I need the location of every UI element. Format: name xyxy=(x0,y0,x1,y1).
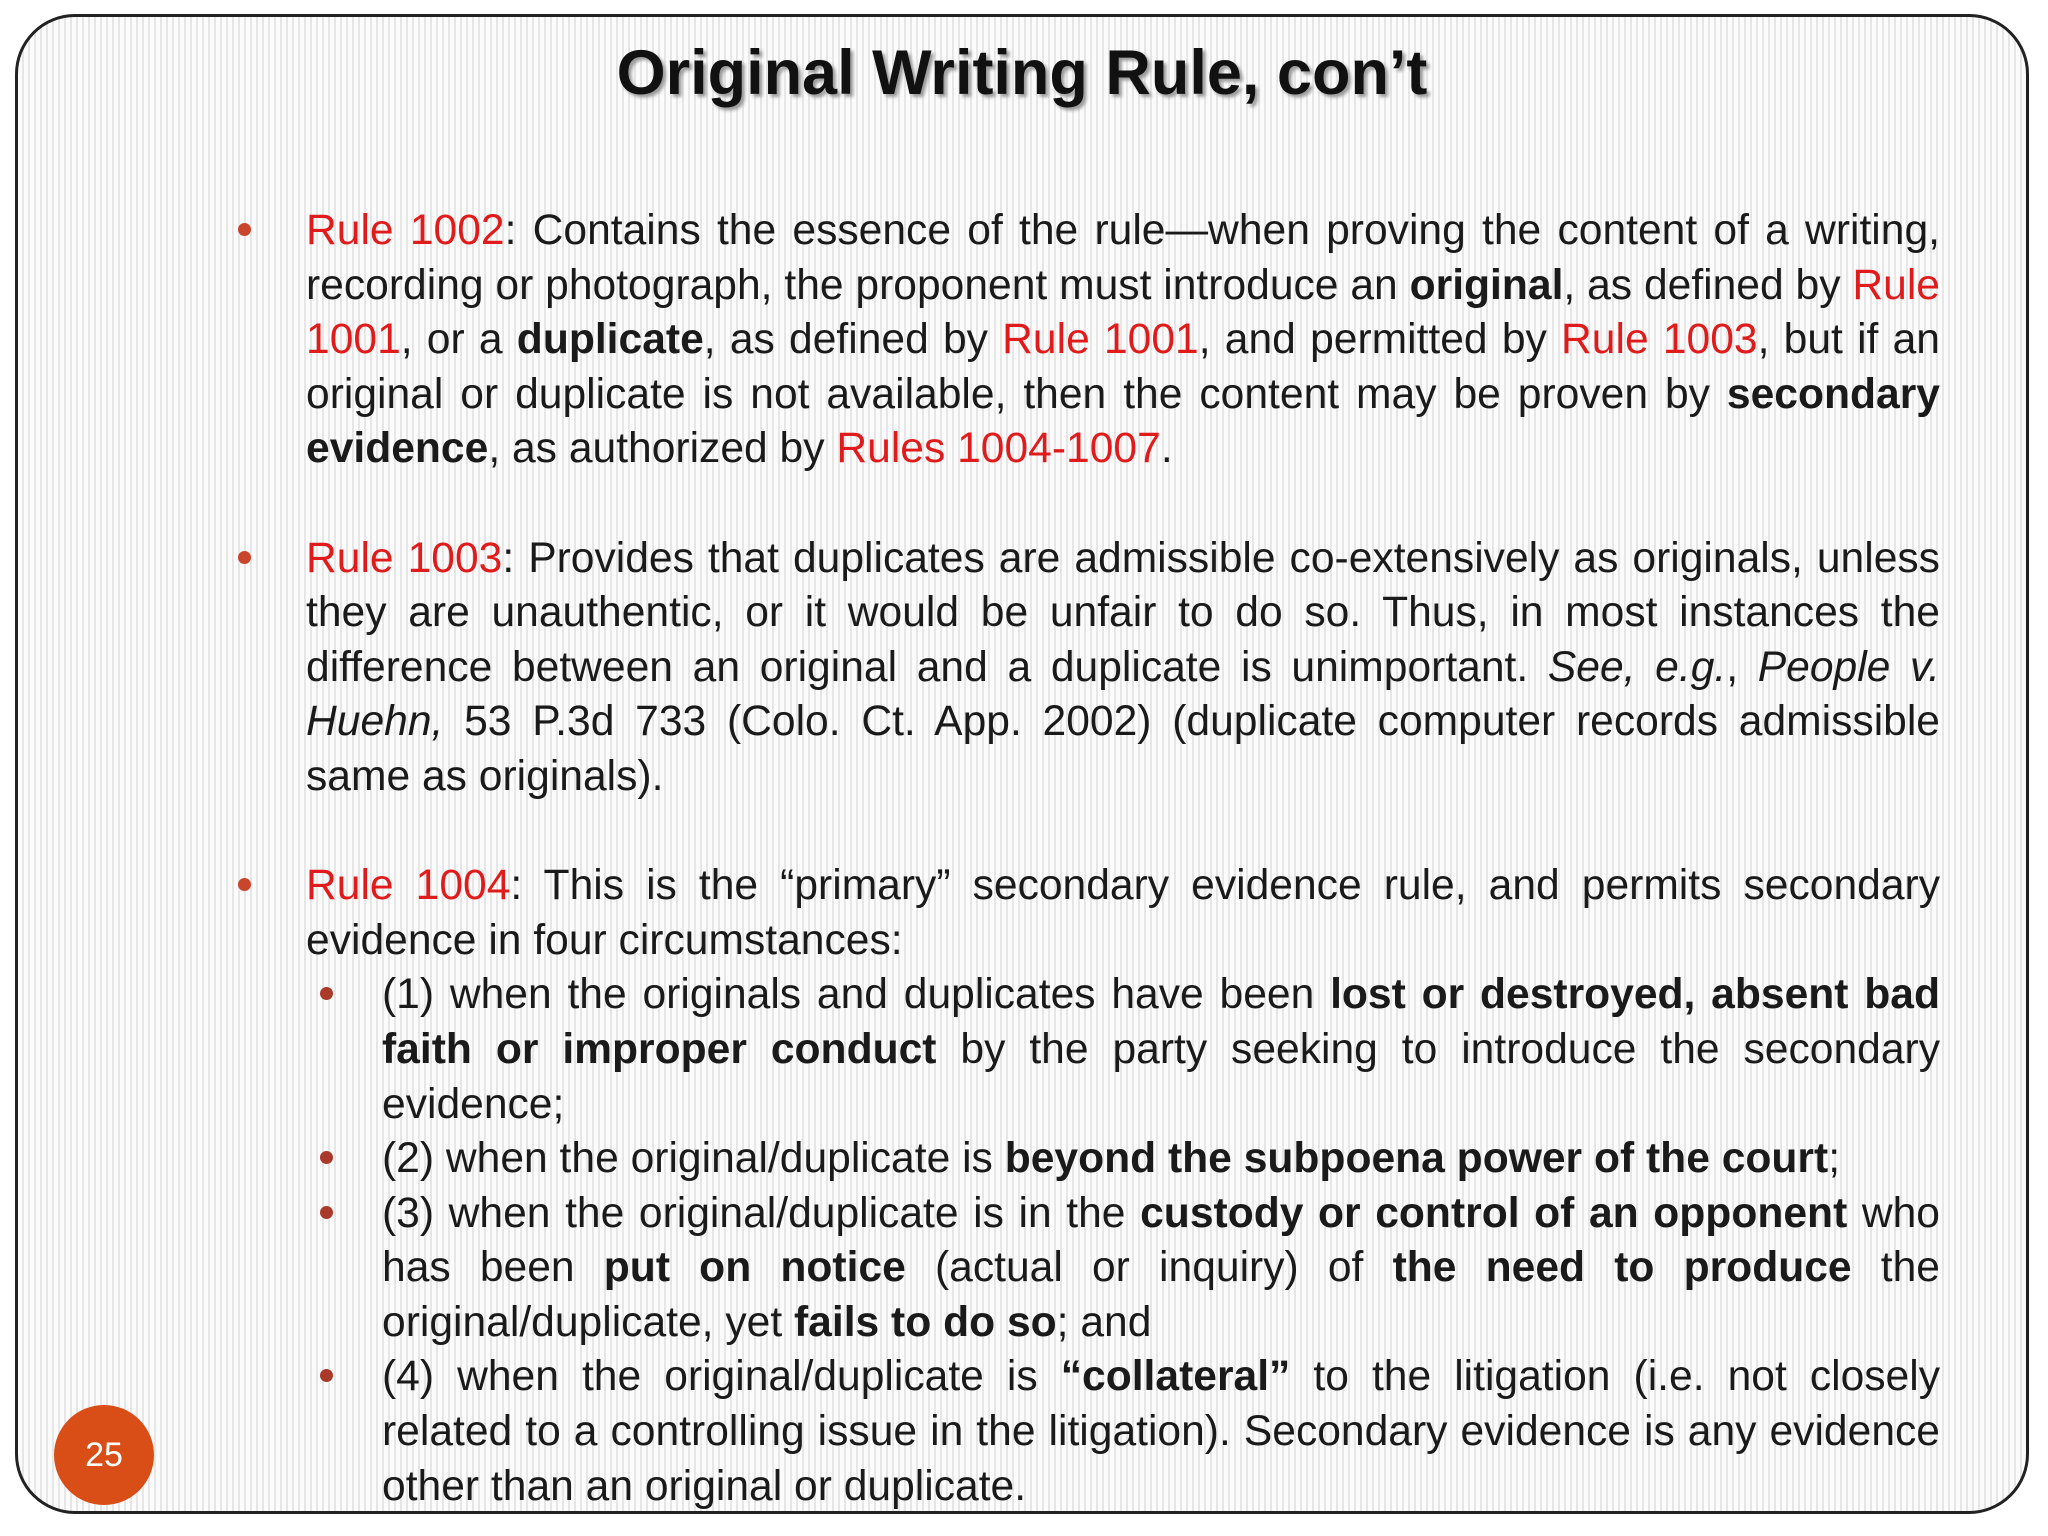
rule-reference: Rules 1004-1007 xyxy=(836,424,1161,473)
bold-text: “collateral” xyxy=(1060,1352,1291,1401)
sub-bullet-item xyxy=(306,967,1940,1131)
body-text: the original/duplicate, yet xyxy=(382,1243,1940,1346)
bold-text: put on notice xyxy=(603,1243,906,1292)
rule-reference: Rule 1001 xyxy=(306,260,1940,364)
sub-bullet-list xyxy=(306,967,1940,1513)
body-text: , as defined by xyxy=(703,315,1003,364)
bullet-dot-icon xyxy=(238,223,251,236)
bold-text: secondary evidence xyxy=(306,369,1940,473)
bullet-item xyxy=(290,858,1940,1513)
bold-text: custody or control of an opponent xyxy=(1140,1188,1848,1237)
bullet-dot-icon xyxy=(238,878,251,891)
sub-bullet-item xyxy=(306,1349,1940,1513)
body-text: (actual or inquiry) of xyxy=(905,1243,1393,1292)
bullet-item xyxy=(290,531,1940,804)
sub-bullet-dot-icon xyxy=(320,1369,333,1382)
body-text: , as defined by xyxy=(1563,260,1853,309)
sub-bullet-item xyxy=(306,1131,1940,1186)
page-number-badge: 25 xyxy=(54,1405,154,1505)
body-text: by the party seeking to introduce the secondary evidence; xyxy=(382,1024,1941,1128)
rule-reference: Rule 1002 xyxy=(306,206,505,254)
body-text: , xyxy=(1726,642,1758,691)
body-text: , and permitted by xyxy=(1198,315,1562,364)
sub-bullet-dot-icon xyxy=(320,1206,333,1219)
bullet-dot-icon xyxy=(238,551,251,564)
body-text: : Provides that duplicates are admissible co-extensively as originals, unless they are unauthentic, or it would be unfair to do so. Thus, in most instances the difference between an original and a duplicate is unimportant. xyxy=(306,533,1940,691)
body-text: , but if an original or duplicate is not available, then the content may be proven by xyxy=(306,315,1940,418)
body-text: (2) when the original/duplicate is xyxy=(382,1134,1005,1183)
body-text: ; and xyxy=(1056,1297,1152,1346)
body-text: (4) when the original/duplicate is xyxy=(382,1352,1061,1401)
body-text: (3) when the original/duplicate is in the xyxy=(382,1188,1141,1237)
sub-bullet-dot-icon xyxy=(320,987,333,1000)
body-text: , as authorized by xyxy=(488,424,837,473)
body-text: (1) when the originals and duplicates have been xyxy=(382,970,1331,1019)
slide-title: Original Writing Rule, con’t xyxy=(616,38,1428,108)
bold-text: beyond the subpoena power of the court xyxy=(1004,1134,1829,1183)
bold-text: fails to do so xyxy=(793,1297,1057,1346)
sub-bullet-dot-icon xyxy=(320,1151,333,1164)
sub-bullet-item xyxy=(306,1186,1940,1350)
rule-reference: Rule 1003 xyxy=(306,533,503,582)
body-text: 53 P.3d 733 (Colo. Ct. App. 2002) (duplicate computer records admissible same as originals). xyxy=(306,697,1940,800)
body-text: , or a xyxy=(400,315,517,364)
body-text: : This is the “primary” secondary evidence rule, and permits secondary evidence in four circumstances: xyxy=(306,861,1940,964)
italic-text: See, e.g. xyxy=(1547,642,1727,691)
bold-text: duplicate xyxy=(516,315,704,364)
bullet-item xyxy=(290,203,1940,476)
bold-text: lost or destroyed, absent bad faith or improper conduct xyxy=(382,970,1940,1073)
bold-text: original xyxy=(1409,260,1564,309)
bold-text: the need to produce xyxy=(1392,1243,1852,1292)
rule-reference: Rule 1001 xyxy=(1002,315,1199,364)
body-text: . xyxy=(1160,424,1173,473)
slide xyxy=(15,14,2029,1514)
bullet-list xyxy=(290,203,1940,1513)
body-text: who has been xyxy=(382,1188,1940,1292)
body-text: : Contains the essence of the rule—when proving the content of a writing, recording or photograph, the proponent must introduce an xyxy=(306,206,1940,309)
body-text: to the litigation (i.e. not closely related to a controlling issue in the litigation). Secondary evidence is any evidence other than an original or duplicate. xyxy=(382,1352,1941,1510)
rule-reference: Rule 1004 xyxy=(306,861,511,910)
italic-text: People v. Huehn, xyxy=(306,642,1941,746)
rule-reference: Rule 1003 xyxy=(1561,315,1758,364)
body-text: ; xyxy=(1828,1134,1841,1183)
